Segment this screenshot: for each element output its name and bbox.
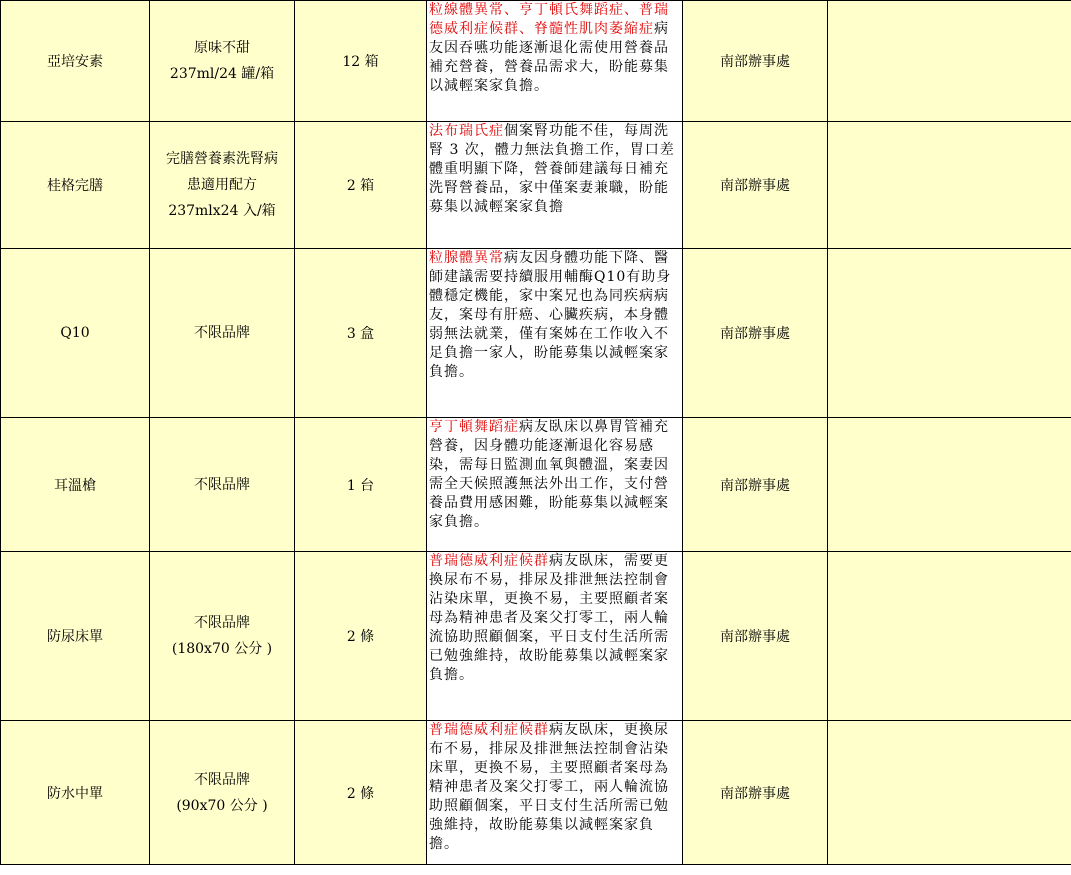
description-text: 個案腎功能不佳，每周洗腎 3 次，體力無法負擔工作，胃口差體重明顯下降，營養師建議每日補充洗腎營養品，家中僅案妻兼職，盼能募集以減輕案家負擔 — [429, 123, 675, 215]
quantity-cell: 3 盒 — [295, 249, 427, 418]
table-row — [1, 721, 1071, 865]
description-text: 病友因吞嚥功能逐漸退化需使用營養品補充營養，營養品需求大，盼能募集以減輕案家負擔。 — [429, 21, 669, 94]
disease-highlight: 普瑞德威利症候群 — [429, 553, 549, 569]
disease-highlight: 普瑞德威利症候群 — [429, 722, 549, 738]
spec-line: (180x70 公分 ) — [171, 641, 273, 657]
office-cell: 南部辦事處 — [683, 418, 828, 552]
spec-line: 不限品牌 — [194, 771, 250, 788]
table-row — [1, 122, 1071, 249]
quantity-cell: 1 台 — [295, 418, 427, 552]
spec-line: 不限品牌 — [194, 325, 250, 341]
office-cell: 南部辦事處 — [683, 122, 828, 249]
quantity-cell: 2 條 — [295, 552, 427, 721]
spec-line: (90x70 公分 ) — [176, 797, 268, 814]
spec-line: 原味不甜 — [194, 40, 250, 56]
item-name-cell: 亞培安素 — [1, 1, 150, 122]
office-cell: 南部辦事處 — [683, 721, 828, 865]
description-cell — [427, 122, 683, 249]
disease-highlight: 粒腺體異常 — [429, 250, 504, 266]
spec-line: 完膳營養素洗腎病 — [166, 151, 278, 167]
disease-highlight: 亨丁頓舞蹈症 — [429, 419, 519, 435]
spec-line: 237ml/24 罐/箱 — [169, 66, 275, 82]
empty-cell — [828, 1, 1071, 122]
spec-line: 237mlx24 入/箱 — [168, 203, 276, 219]
spec-line: 不限品牌 — [194, 615, 250, 631]
description-text: 病友臥床以鼻胃管補充營養，因身體功能逐漸退化容易感染，需每日監測血氧與體溫，案妻因需全天候照護無法外出工作，支付營養品費用感困難，盼能募集以減輕案家負擔。 — [429, 419, 669, 530]
item-name-cell: 防尿床單 — [1, 552, 150, 721]
table-row — [1, 552, 1071, 721]
item-name-cell: 防水中單 — [1, 721, 150, 865]
spec-cell — [150, 1, 295, 122]
spec-cell — [150, 249, 295, 418]
description-text: 病友臥床，更換尿布不易，排尿及排泄無法控制會沾染床單，更換不易，主要照顧者案母為精神患者及案父打零工，兩人輪流協助照顧個案，平日支付生活所需已勉強維持，故盼能募集以減輕案家負擔。 — [429, 722, 669, 852]
description-text: 病友因身體功能下降、醫師建議需要持續服用輔酶Q10有助身體穩定機能，家中案兄也為同疾病病友，案母有肝癌、心臟疾病，本身體弱無法就業，僅有案姊在工作收入不足負擔一家人，盼能募集以減輕案家負擔。 — [429, 250, 672, 380]
office-cell: 南部辦事處 — [683, 249, 828, 418]
empty-cell — [828, 418, 1071, 552]
description-cell — [427, 1, 683, 122]
disease-highlight: 法布瑞氏症 — [429, 123, 504, 139]
quantity-cell: 12 箱 — [295, 1, 427, 122]
quantity-cell: 2 條 — [295, 721, 427, 865]
description-cell — [427, 721, 683, 865]
spec-line: 患適用配方 — [187, 177, 257, 193]
item-name-cell: Q10 — [1, 249, 150, 418]
empty-cell — [828, 552, 1071, 721]
spec-line: 不限品牌 — [194, 476, 250, 493]
description-text: 病友臥床，需要更換尿布不易，排尿及排泄無法控制會沾染床單，更換不易，主要照顧者案母為精神患者及案父打零工，兩人輪流協助照顧個案，平日支付生活所需已勉強維持，故盼能募集以減輕案家負擔。 — [429, 553, 669, 683]
description-cell — [427, 418, 683, 552]
empty-cell — [828, 249, 1071, 418]
empty-cell — [828, 721, 1071, 865]
item-name-cell: 耳溫槍 — [1, 418, 150, 552]
table-row — [1, 1, 1071, 122]
spec-cell — [150, 721, 295, 865]
table-row — [1, 249, 1071, 418]
spec-cell — [150, 122, 295, 249]
table-row — [1, 418, 1071, 552]
office-cell: 南部辦事處 — [683, 552, 828, 721]
spec-cell — [150, 418, 295, 552]
quantity-cell: 2 箱 — [295, 122, 427, 249]
item-name-cell: 桂格完膳 — [1, 122, 150, 249]
disease-highlight: 粒線體異常、亨丁頓氏舞蹈症、普瑞德威利症候群、脊髓性肌肉萎縮症 — [429, 2, 669, 37]
description-cell — [427, 552, 683, 721]
empty-cell — [828, 122, 1071, 249]
spec-cell — [150, 552, 295, 721]
description-cell — [427, 249, 683, 418]
office-cell: 南部辦事處 — [683, 1, 828, 122]
